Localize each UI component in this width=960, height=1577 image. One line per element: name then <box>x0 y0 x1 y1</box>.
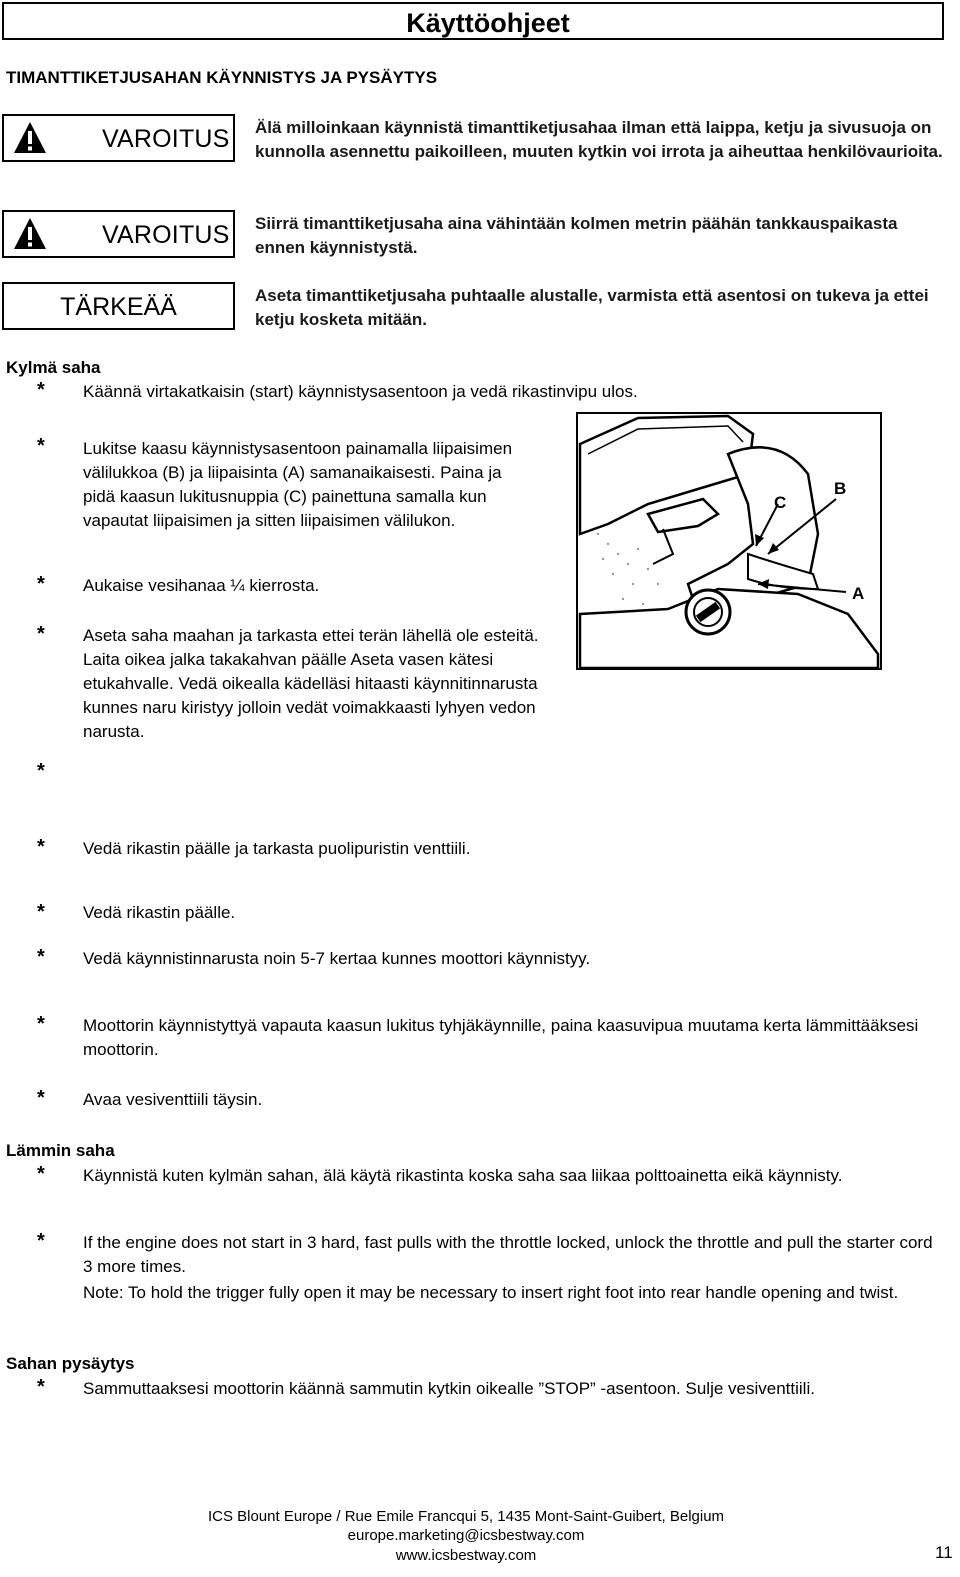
bullet-star: * <box>37 435 45 457</box>
footer-website[interactable]: www.icsbestway.com <box>395 1547 537 1564</box>
figure-label-b: B <box>834 479 847 498</box>
warm-step-1: Käynnistä kuten kylmän sahan, älä käytä rikastinta koska saha saa liikaa polttoainetta eikä käynnisty. <box>83 1166 843 1185</box>
bullet-star: * <box>37 573 45 595</box>
important-box <box>2 282 235 330</box>
bullet-star: * <box>37 1163 45 1185</box>
warning-box-1 <box>2 114 235 162</box>
warm-note: Note: To hold the trigger fully open it may be necessary to insert right foot into rear handle opening and twist. <box>83 1283 899 1302</box>
saw-handle-illustration <box>578 414 880 668</box>
stop-step-1: Sammuttaaksesi moottorin käännä sammutin kytkin oikealle ”STOP” -asentoon. Sulje vesiventtiili. <box>83 1379 815 1398</box>
important-text: Aseta timanttiketjusaha puhtaalle alustalle, varmista että asentosi on tukeva ja ettei ketju kosketa mitään. <box>255 286 929 329</box>
bullet-star: * <box>37 836 45 858</box>
bullet-star: * <box>37 1376 45 1398</box>
warning-text-1: Älä milloinkaan käynnistä timanttiketjusahaa ilman että laippa, ketju ja sivusuoja on kunnolla asennettu paikoilleen, muuten kytkin voi irrota ja aiheuttaa henkilövaurioita. <box>255 118 943 161</box>
cold-step-3: Aukaise vesihanaa ¼ kierrosta. <box>83 576 320 595</box>
figure-label-c: C <box>774 493 787 512</box>
warning-label: VAROITUS <box>102 125 230 153</box>
footer-email[interactable]: europe.marketing@icsbestway.com <box>347 1527 585 1544</box>
throttle-figure <box>576 412 882 670</box>
cold-step-10: Avaa vesiventtiili täysin. <box>83 1090 263 1109</box>
cold-step-6: Vedä rikastin päälle ja tarkasta puolipuristin venttiili. <box>83 839 471 858</box>
footer-address: ICS Blount Europe / Rue Emile Francqui 5, 1435 Mont-Saint-Guibert, Belgium <box>207 1508 725 1525</box>
bullet-star: * <box>37 1013 45 1035</box>
warm-step-2: If the engine does not start in 3 hard, fast pulls with the throttle locked, unlock the throttle and pull the starter cord 3 more times. <box>83 1233 933 1276</box>
bullet-star: * <box>37 1230 45 1252</box>
warning-label: VAROITUS <box>102 221 230 249</box>
warning-box-2 <box>2 210 235 258</box>
bullet-star: * <box>37 946 45 968</box>
page-title: Käyttöohjeet <box>406 8 570 38</box>
warning-text-2: Siirrä timanttiketjusaha aina vähintään kolmen metrin päähän tankkauspaikasta ennen käynnistystä. <box>255 214 898 257</box>
warning-triangle-icon <box>12 120 48 156</box>
warning-triangle-icon <box>12 216 48 252</box>
bullet-star: * <box>37 623 45 645</box>
stop-heading: Sahan pysäytys <box>6 1354 135 1373</box>
section-title: TIMANTTIKETJUSAHAN KÄYNNISTYS JA PYSÄYTYS <box>6 68 438 87</box>
cold-saw-heading: Kylmä saha <box>6 358 101 377</box>
cold-step-2: Lukitse kaasu käynnistysasentoon painamalla liipaisimen välilukkoa (B) ja liipaisinta (A) samanaikaisesti. Paina ja pidä kaasun lukitusnuppia (C) painettuna samalla kun vapautat liipaisimen ja sitten liipaisimen välilukon. <box>83 439 513 530</box>
bullet-star: * <box>37 760 45 782</box>
cold-step-8: Vedä käynnistinnarusta noin 5-7 kertaa kunnes moottori käynnistyy. <box>83 949 591 968</box>
cold-step-7: Vedä rikastin päälle. <box>83 903 236 922</box>
cold-step-1: Käännä virtakatkaisin (start) käynnistysasentoon ja vedä rikastinvipu ulos. <box>83 382 638 401</box>
page-number: 11 <box>935 1543 953 1562</box>
figure-label-a: A <box>852 584 865 603</box>
bullet-star: * <box>37 1087 45 1109</box>
cold-step-9: Moottorin käynnistyttyä vapauta kaasun lukitus tyhjäkäynnille, paina kaasuvipua muutama kerta lämmittääksesi moottorin. <box>83 1016 919 1059</box>
bullet-star: * <box>37 379 45 401</box>
warm-saw-heading: Lämmin saha <box>6 1141 115 1160</box>
important-label: TÄRKEÄÄ <box>60 293 177 321</box>
cold-step-4: Aseta saha maahan ja tarkasta ettei terän lähellä ole esteitä. Laita oikea jalka takakahvan päälle Aseta vasen kätesi etukahvalle. Vedä oikealla kädelläsi hitaasti käynnitinnarusta kunnes naru kiristyy jolloin vedät voimakkaasti lyhyen vedon narusta. <box>83 626 539 741</box>
title-box <box>2 2 944 40</box>
bullet-star: * <box>37 901 45 923</box>
